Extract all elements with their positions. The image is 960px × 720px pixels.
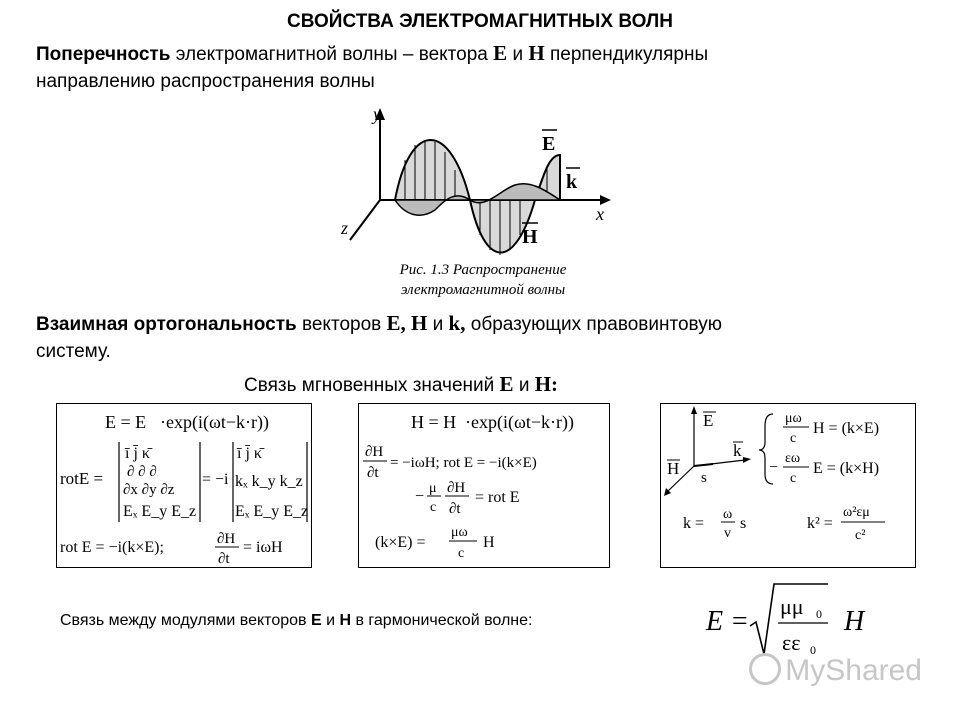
- b3-k2-den: c²: [855, 528, 866, 543]
- b2-eq3-fnum: μ: [429, 481, 437, 496]
- bottom-and: и: [321, 612, 340, 629]
- b3-k: k: [733, 441, 742, 460]
- orthogonality-term: Взаимная ортогональность: [36, 314, 297, 335]
- b2-eq2-rhs: = −iωH; rot E = −i(k×E): [390, 455, 537, 471]
- bottom-text-b: в гармонической волне:: [351, 612, 533, 629]
- figure-caption: [340, 260, 626, 300]
- page-title: СВОЙСТВА ЭЛЕКТРОМАГНИТНЫХ ВОЛН: [287, 11, 673, 32]
- b2-eq4-fnum: μω: [451, 525, 468, 540]
- b2-eq3-den: ∂t: [449, 501, 461, 517]
- box3-formulas: [661, 404, 915, 567]
- b2-eq3-fden: c: [430, 500, 437, 515]
- b3-k-den: v: [724, 526, 731, 541]
- p1-e-symbol: E: [493, 41, 508, 65]
- watermark-text: MyShared: [785, 654, 922, 687]
- b3-e: E: [703, 411, 714, 430]
- box1-formulas: [57, 404, 311, 567]
- b2-eq3-rhs: = rot E: [475, 489, 520, 506]
- b1-eq1-lhs: E = E: [105, 412, 147, 432]
- heading-text: Связь мгновенных значений: [244, 375, 500, 396]
- b3-k-lhs: k =: [683, 515, 705, 532]
- b1-eq3a: rot E = −i(k×E);: [60, 539, 164, 556]
- b3-sys2-pre: −: [769, 459, 779, 476]
- em-wave-figure: [335, 100, 625, 260]
- heading-and: и: [513, 375, 535, 396]
- b1-mid: = −i: [202, 471, 229, 488]
- b3-k2-lhs: k² =: [807, 515, 833, 532]
- b1-det2-row2: kₓ k_y k_z: [235, 473, 303, 490]
- caption-line2: электромагнитной волны: [400, 282, 566, 298]
- b3-sys1-rhs: H = (k×E): [813, 420, 880, 437]
- formula-num: μμ: [780, 594, 804, 619]
- p1-text-b: перпендикулярны: [544, 44, 709, 65]
- formula-num-sub: 0: [816, 607, 822, 621]
- p1-h-symbol: H: [528, 41, 545, 65]
- b1-eq3b-rhs: = iωH: [243, 539, 283, 556]
- formula-den: εε: [782, 630, 801, 655]
- p2-text-a: векторов: [296, 314, 387, 335]
- b1-rot-lhs: rotE =: [60, 469, 104, 488]
- p1-and: и: [507, 44, 529, 65]
- p2-k-symbol: k,: [448, 311, 466, 335]
- b3-sys1-den: c: [790, 431, 797, 446]
- b3-k-rhs: s: [740, 515, 747, 532]
- label-e: E: [542, 133, 556, 155]
- b1-det1-row1: ī j̄ κ̄: [125, 445, 150, 462]
- watermark: [749, 653, 922, 688]
- s-vector: [694, 464, 713, 466]
- p2-text-b: образующих правовинтовую: [465, 314, 722, 335]
- orthogonality-paragraph: [36, 310, 722, 365]
- b1-det1-row3: Eₓ E_y E_z: [123, 503, 197, 520]
- box2-formulas: [359, 404, 609, 567]
- b2-eq1: H = H: [411, 412, 457, 432]
- formula-den-sub: 0: [810, 643, 816, 657]
- z-axis: [350, 200, 380, 240]
- heading-e: E: [499, 372, 514, 396]
- b2-eq1-rhs: ·exp(i(ωt−k·r)): [465, 412, 574, 432]
- heading-h: H:: [534, 372, 559, 396]
- b2-eq4-fden: c: [458, 546, 465, 561]
- watermark-logo-icon: [749, 653, 781, 685]
- b3-sys1-num: μω: [785, 411, 802, 426]
- b3-k2-num: ω²εμ: [843, 505, 870, 520]
- b2-eq4-lhs: (k×E) =: [375, 534, 426, 551]
- axis-y-label: y: [373, 104, 381, 124]
- label-k: k: [566, 171, 578, 193]
- transversality-paragraph: [36, 40, 708, 95]
- bottom-h: H: [339, 612, 352, 629]
- b1-eq3b-den: ∂t: [218, 551, 230, 567]
- amplitude-formula: [700, 578, 880, 664]
- b1-det1-row2b: ∂x ∂y ∂z: [123, 482, 175, 498]
- b2-eq3-num: ∂H: [447, 480, 466, 496]
- b2-eq3-pre: −: [415, 488, 425, 505]
- p2-eh-symbols: E, H: [386, 311, 428, 335]
- amplitude-relation-text: [60, 612, 532, 630]
- p1-text-a: электромагнитной волны – вектора: [170, 44, 494, 65]
- bottom-text-a: Связь между модулями векторов: [60, 612, 311, 629]
- b2-eq2-num: ∂H: [365, 444, 384, 460]
- b3-sys2-den: c: [790, 471, 797, 486]
- b1-det2-row3: Eₓ E_y E_z: [235, 503, 309, 520]
- formula-box-1: [56, 403, 312, 568]
- transversality-term: Поперечность: [36, 44, 171, 65]
- p2-and: и: [427, 314, 449, 335]
- b2-eq2-den: ∂t: [367, 465, 379, 481]
- b2-eq4-rhs: H: [483, 534, 495, 551]
- b1-eq3b-num: ∂H: [217, 531, 236, 547]
- formula-box-3: [660, 403, 916, 568]
- caption-line1: Рис. 1.3 Распространение: [399, 262, 567, 278]
- bottom-e: E: [310, 612, 322, 629]
- formula-box-2: [358, 403, 610, 568]
- b1-eq1-rhs: ·exp(i(ωt−k·r)): [160, 412, 269, 432]
- b3-k-num: ω: [723, 507, 733, 522]
- b1-det1-row2: ∂ ∂ ∂: [127, 464, 157, 480]
- formula-e: E =: [706, 606, 749, 637]
- b3-h: H: [667, 459, 680, 478]
- p1-line2: направлению распространения волны: [36, 71, 375, 92]
- b3-sys2-rhs: E = (k×H): [813, 460, 880, 477]
- p2-line2: систему.: [36, 341, 111, 362]
- formula-h: H: [844, 606, 865, 637]
- b3-s: s: [701, 470, 707, 486]
- axis-x-label: x: [596, 204, 604, 224]
- axis-z-label: z: [341, 218, 349, 238]
- label-h: H: [522, 226, 538, 248]
- b1-det2-row1: ī j̄ κ̄: [237, 445, 262, 462]
- b3-sys2-num: εω: [785, 451, 801, 466]
- instant-values-heading: [244, 371, 558, 399]
